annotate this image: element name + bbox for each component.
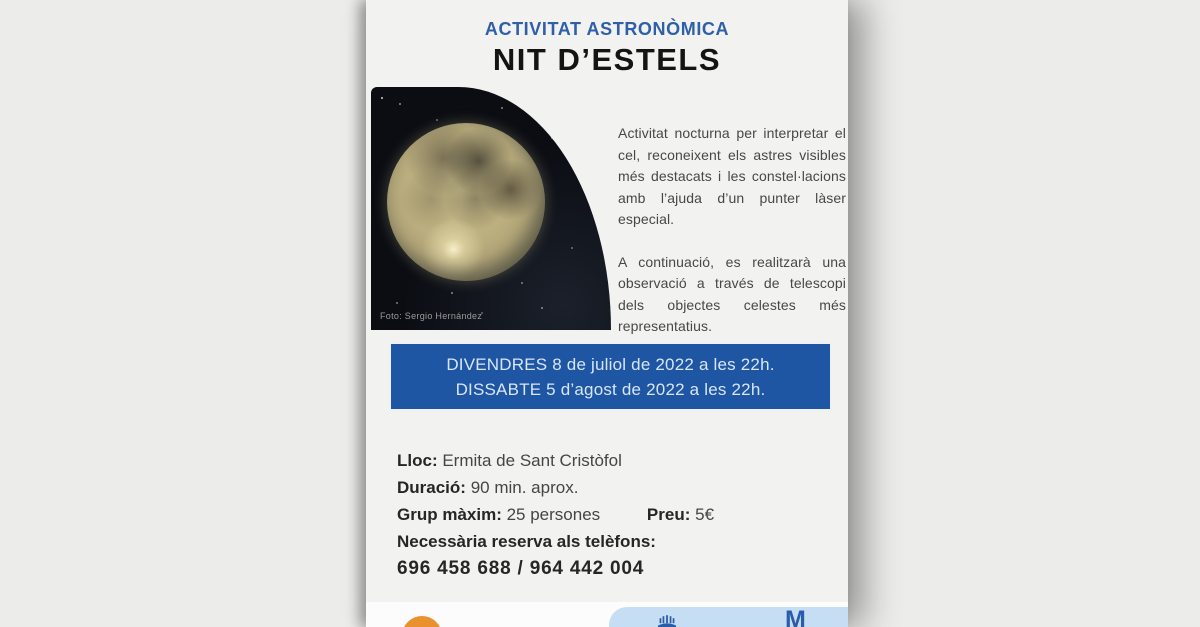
- photo-credit: Foto: Sergio Hernández: [380, 311, 483, 321]
- stars-decoration: [381, 97, 383, 99]
- schedule-banner: [391, 344, 830, 409]
- intro-text: [618, 123, 846, 359]
- schedule-friday: DIVENDRES 8 de juliol de 2022 a les 22h.: [446, 354, 775, 374]
- duration-label: Duració:: [397, 478, 466, 497]
- poster-kicker: ACTIVITAT ASTRONÒMICA: [484, 19, 730, 39]
- group-label: Grup màxim:: [397, 505, 502, 524]
- duration-value: 90 min. aprox.: [470, 478, 579, 497]
- price-label: Preu:: [646, 505, 691, 524]
- m-logo: M: [785, 606, 806, 627]
- schedule-saturday: DISSABTE 5 d’agost de 2022 a les 22h.: [455, 379, 766, 399]
- mural-crown-icon: [657, 613, 677, 627]
- intro-paragraph-2: A continuació, es realitzarà una observació a través de telescopi dels objectes celestes més representatius.: [618, 253, 846, 334]
- reservation-note: Necessària reserva als telèfons:: [397, 532, 656, 551]
- footer-blue-panel: [609, 607, 848, 627]
- event-poster: [366, 0, 848, 627]
- poster-title: NIT D’ESTELS: [492, 42, 722, 77]
- detail-location: [397, 452, 827, 470]
- intro-paragraph-1: Activitat nocturna per interpretar el cel, reconeixent els astres visibles més destacats i les constel·lacions amb l’ajuda d’un punter làser especial.: [618, 125, 846, 227]
- full-moon-image: [387, 123, 545, 281]
- phone-numbers: 696 458 688 / 964 442 004: [397, 558, 645, 579]
- event-details: [397, 452, 827, 587]
- location-label: Lloc:: [397, 451, 438, 470]
- group-value: 25 persones: [506, 505, 601, 524]
- price-value: 5€: [695, 505, 715, 524]
- detail-group-price: [397, 506, 827, 524]
- moon-photo: [371, 87, 611, 330]
- location-value: Ermita de Sant Cristòfol: [442, 451, 622, 470]
- detail-duration: [397, 479, 827, 497]
